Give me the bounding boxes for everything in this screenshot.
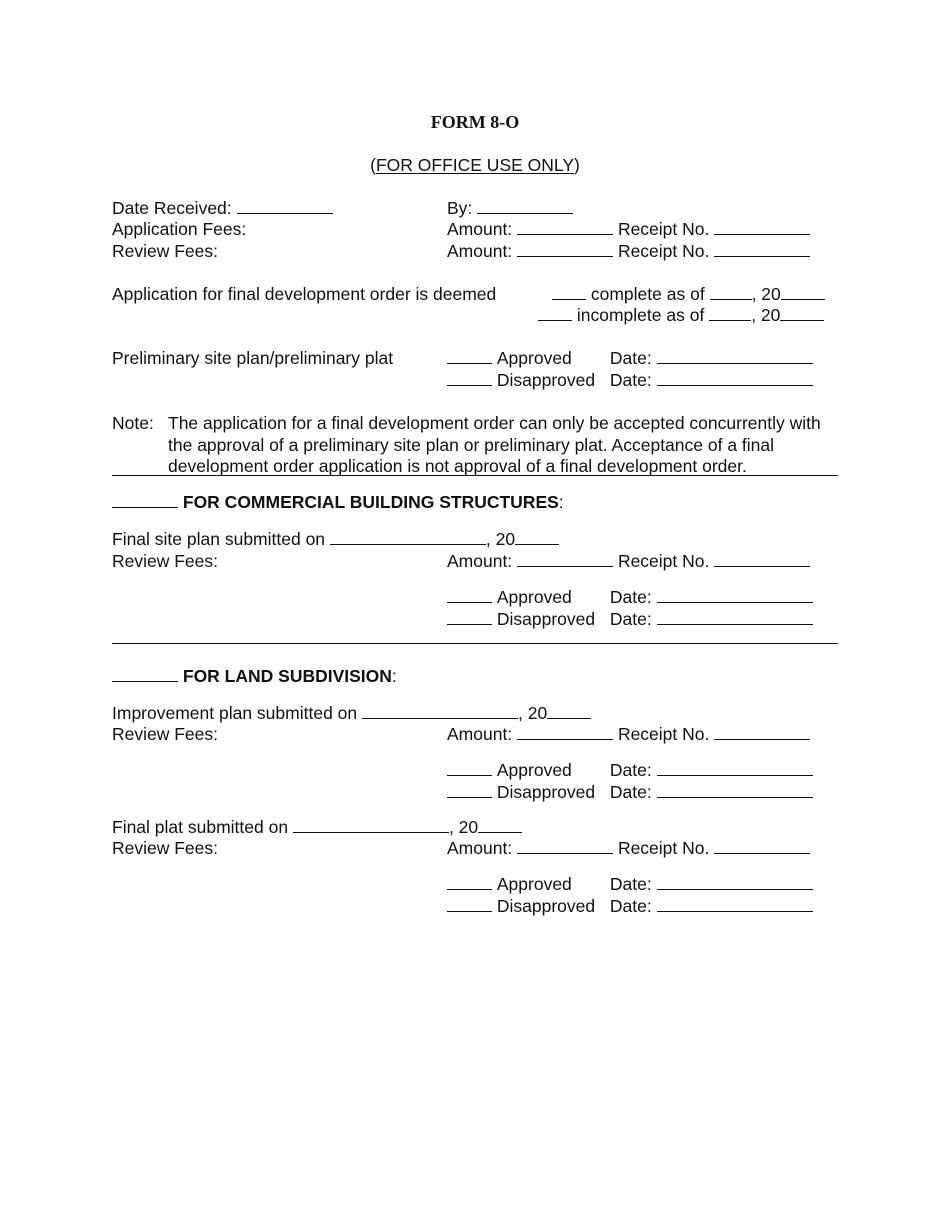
- land-heading-row: [112, 666, 397, 687]
- deemed-label: Application for final development order is deemed: [112, 284, 497, 304]
- date-label: Date:: [609, 370, 652, 390]
- preliminary-label: Preliminary site plan/preliminary plat: [112, 348, 394, 368]
- deemed-complete-row: [552, 284, 825, 305]
- improvement-amount-field[interactable]: [517, 724, 613, 740]
- commercial-heading-colon: :: [558, 492, 564, 512]
- final-plat-review-fees-label: Review Fees:: [112, 838, 219, 858]
- final-plat-approved-field[interactable]: [447, 874, 492, 890]
- preliminary-approved-date-field[interactable]: [657, 348, 813, 364]
- final-plat-approved-date-field[interactable]: [657, 874, 813, 890]
- improvement-plan-row: [112, 703, 591, 724]
- commercial-disapproved-date-field[interactable]: [657, 609, 813, 625]
- form-title: FORM 8-O: [430, 112, 520, 132]
- complete-check-field[interactable]: [552, 284, 586, 300]
- final-plat-date-field[interactable]: [293, 817, 449, 833]
- final-plat-receipt-field[interactable]: [714, 838, 810, 854]
- commercial-amount-field[interactable]: [517, 551, 613, 567]
- office-use-subtitle: [0, 155, 950, 176]
- final-site-plan-row: [112, 529, 559, 550]
- preliminary-approved-row: [447, 348, 813, 369]
- receipt-label: Receipt No.: [617, 219, 710, 239]
- amount-label: Amount:: [447, 219, 513, 239]
- preliminary-approved-field[interactable]: [447, 348, 492, 364]
- application-fees-label: Application Fees:: [112, 219, 247, 239]
- incomplete-check-field[interactable]: [538, 305, 572, 321]
- amount-label: Amount:: [447, 724, 513, 744]
- note-text: The application for a final development order can only be accepted concurrently with the approval of a preliminary site plan or preliminary plat. Acceptance of a final development order application is not approval of a final development order.: [168, 413, 821, 476]
- improvement-disapproved-row: [447, 782, 813, 803]
- commercial-approved-field[interactable]: [447, 587, 492, 603]
- year-prefix: , 20: [518, 703, 548, 723]
- approved-label: Approved: [496, 348, 572, 368]
- received-by-field[interactable]: [477, 198, 573, 214]
- commercial-disapproved-row: [447, 609, 813, 630]
- final-plat-year-field[interactable]: [478, 817, 522, 833]
- note-label: Note:: [112, 413, 154, 433]
- final-site-plan-year-field[interactable]: [515, 529, 559, 545]
- improvement-plan-date-field[interactable]: [362, 703, 518, 719]
- improvement-plan-label: Improvement plan submitted on: [112, 703, 358, 723]
- final-plat-disapproved-row: [447, 896, 813, 917]
- date-label: Date:: [609, 348, 652, 368]
- receipt-label: Receipt No.: [617, 241, 710, 261]
- date-label: Date:: [609, 609, 652, 629]
- commercial-approved-date-field[interactable]: [657, 587, 813, 603]
- review-fees-label: Review Fees:: [112, 241, 219, 261]
- final-plat-disapproved-field[interactable]: [447, 896, 492, 912]
- amount-label: Amount:: [447, 838, 513, 858]
- incomplete-year-field[interactable]: [780, 305, 824, 321]
- receipt-label: Receipt No.: [617, 838, 710, 858]
- deemed-incomplete-row: [538, 305, 824, 326]
- date-label: Date:: [609, 874, 652, 894]
- complete-year-field[interactable]: [781, 284, 825, 300]
- improvement-disapproved-date-field[interactable]: [657, 782, 813, 798]
- receipt-label: Receipt No.: [617, 551, 710, 571]
- commercial-check-field[interactable]: [112, 492, 178, 508]
- improvement-plan-year-field[interactable]: [547, 703, 591, 719]
- amount-label: Amount:: [447, 241, 513, 261]
- review-fees-amount-field[interactable]: [517, 241, 613, 257]
- final-plat-amount-row: [447, 838, 810, 859]
- final-plat-label: Final plat submitted on: [112, 817, 289, 837]
- final-plat-row: [112, 817, 522, 838]
- date-label: Date:: [609, 760, 652, 780]
- approved-label: Approved: [496, 760, 572, 780]
- disapproved-label: Disapproved: [496, 609, 596, 629]
- year-prefix: , 20: [448, 817, 479, 837]
- land-check-field[interactable]: [112, 666, 178, 682]
- final-plat-approved-row: [447, 874, 813, 895]
- approved-label: Approved: [496, 874, 572, 894]
- by-label: By:: [447, 198, 473, 218]
- year-prefix: , 20: [751, 305, 781, 325]
- commercial-amount-row: [447, 551, 810, 572]
- amount-label: Amount:: [447, 551, 513, 571]
- improvement-disapproved-field[interactable]: [447, 782, 492, 798]
- preliminary-disapproved-field[interactable]: [447, 370, 492, 386]
- incomplete-label: incomplete as of: [576, 305, 705, 325]
- application-fees-amount-field[interactable]: [517, 219, 613, 235]
- disapproved-label: Disapproved: [496, 782, 596, 802]
- commercial-receipt-field[interactable]: [714, 551, 810, 567]
- improvement-review-fees-label: Review Fees:: [112, 724, 219, 744]
- complete-date-field[interactable]: [710, 284, 752, 300]
- received-by-row: [447, 198, 573, 219]
- improvement-amount-row: [447, 724, 810, 745]
- application-fees-amount-row: [447, 219, 810, 240]
- commercial-approved-row: [447, 587, 813, 608]
- subtitle-text: FOR OFFICE USE ONLY: [375, 155, 575, 175]
- review-fees-amount-row: [447, 241, 810, 262]
- commercial-heading: FOR COMMERCIAL BUILDING STRUCTURES: [182, 492, 559, 512]
- date-received-row: [112, 198, 333, 219]
- preliminary-disapproved-row: [447, 370, 813, 391]
- date-label: Date:: [609, 587, 652, 607]
- land-heading-colon: :: [391, 666, 397, 686]
- date-label: Date:: [609, 896, 652, 916]
- improvement-approved-field[interactable]: [447, 760, 492, 776]
- receipt-label: Receipt No.: [617, 724, 710, 744]
- commercial-review-fees-label: Review Fees:: [112, 551, 219, 571]
- final-site-plan-date-field[interactable]: [330, 529, 486, 545]
- disapproved-label: Disapproved: [496, 370, 596, 390]
- incomplete-date-field[interactable]: [709, 305, 751, 321]
- final-site-plan-label: Final site plan submitted on: [112, 529, 326, 549]
- land-heading: FOR LAND SUBDIVISION: [182, 666, 392, 686]
- commercial-disapproved-field[interactable]: [447, 609, 492, 625]
- improvement-receipt-field[interactable]: [714, 724, 810, 740]
- commercial-divider: [112, 643, 838, 644]
- complete-label: complete as of: [590, 284, 705, 304]
- improvement-approved-row: [447, 760, 813, 781]
- commercial-heading-row: [112, 492, 564, 513]
- date-received-field[interactable]: [237, 198, 333, 214]
- year-prefix: , 20: [485, 529, 516, 549]
- note-divider: [112, 475, 838, 476]
- application-fees-receipt-field[interactable]: [714, 219, 810, 235]
- improvement-approved-date-field[interactable]: [657, 760, 813, 776]
- preliminary-disapproved-date-field[interactable]: [657, 370, 813, 386]
- final-plat-amount-field[interactable]: [517, 838, 613, 854]
- subtitle-close-paren: ): [574, 155, 580, 175]
- review-fees-receipt-field[interactable]: [714, 241, 810, 257]
- approved-label: Approved: [496, 587, 572, 607]
- year-prefix: , 20: [751, 284, 781, 304]
- subtitle-open-paren: (: [370, 155, 376, 175]
- disapproved-label: Disapproved: [496, 896, 596, 916]
- date-received-label: Date Received:: [112, 198, 232, 218]
- date-label: Date:: [609, 782, 652, 802]
- final-plat-disapproved-date-field[interactable]: [657, 896, 813, 912]
